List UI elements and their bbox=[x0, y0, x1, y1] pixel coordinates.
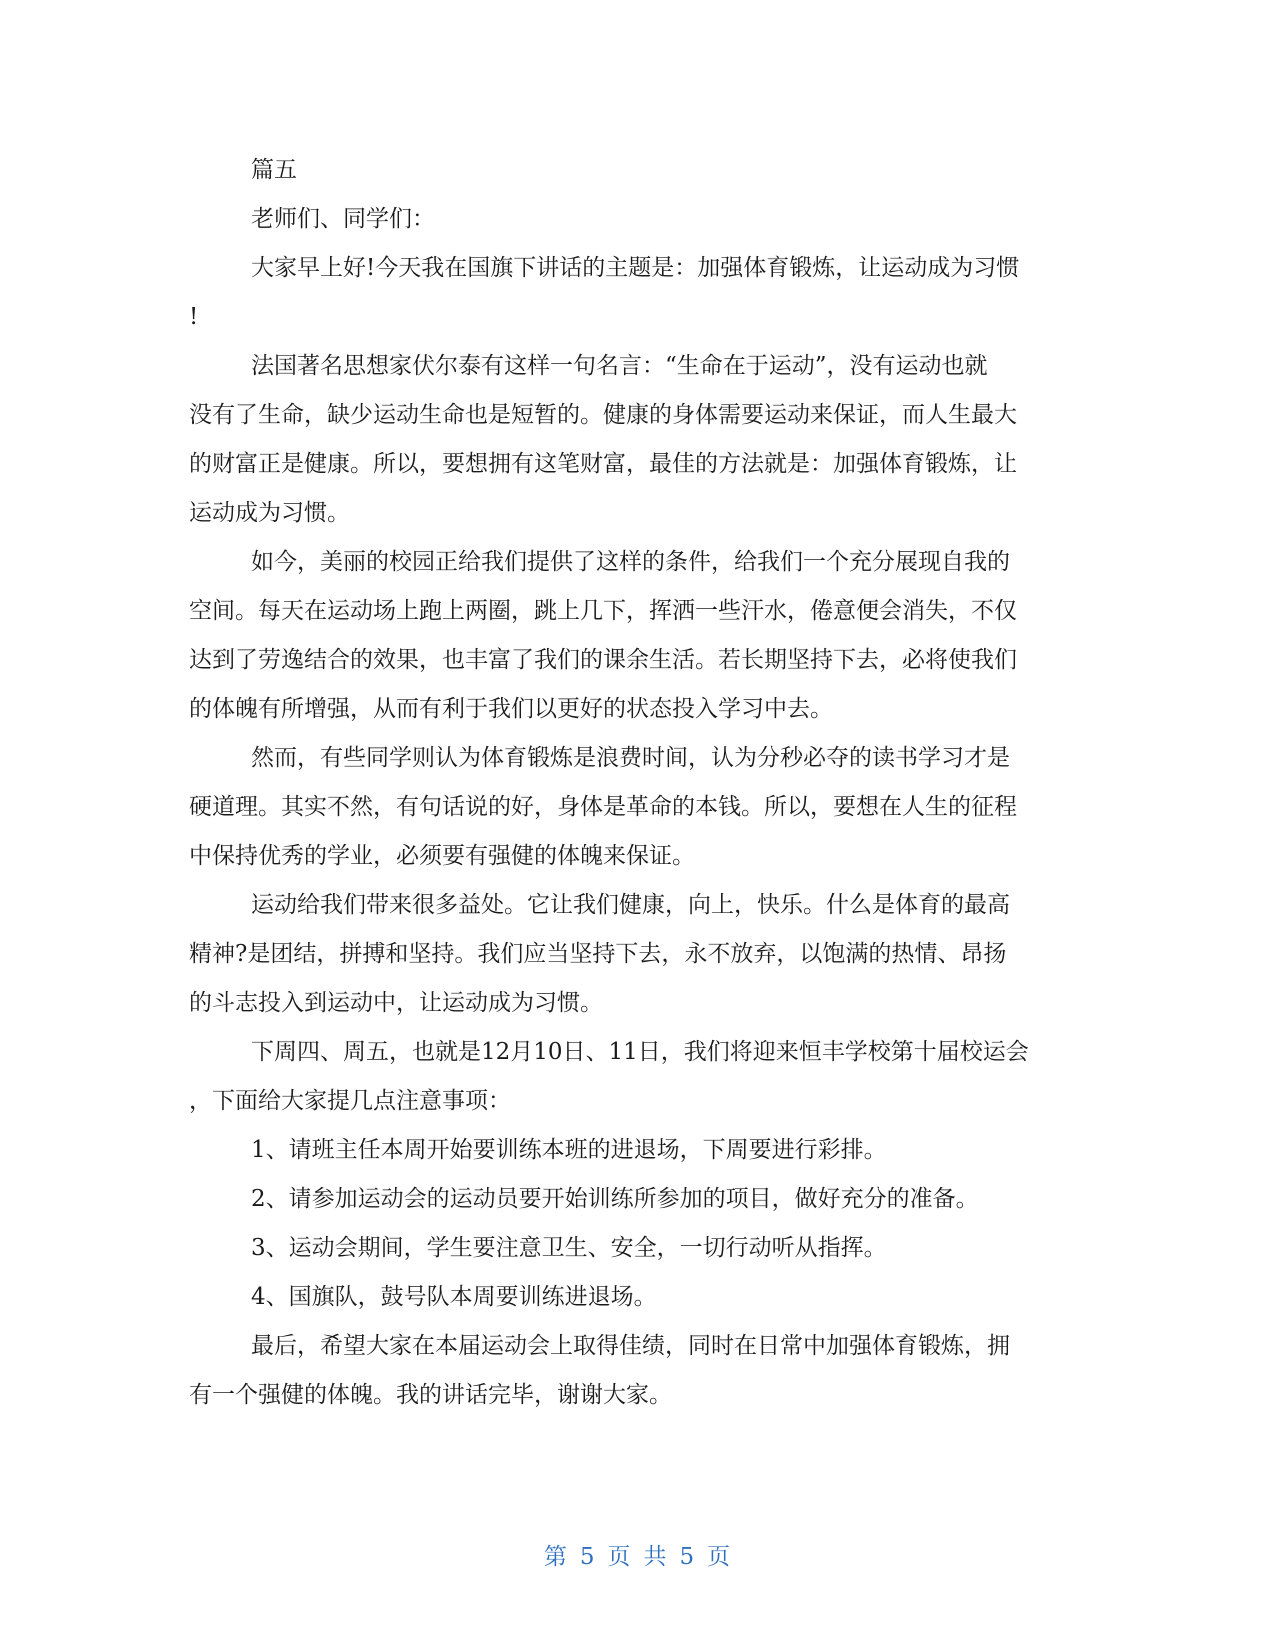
text-line: 法国著名思想家伏尔泰有这样一句名言：“生命在于运动”，没有运动也就 bbox=[251, 353, 988, 379]
text-line: 如今，美丽的校园正给我们提供了这样的条件，给我们一个充分展现自我的 bbox=[251, 549, 1010, 575]
text-line: 然而，有些同学则认为体育锻炼是浪费时间，认为分秒必夺的读书学习才是 bbox=[251, 745, 1010, 771]
text-line: 的体魄有所增强，从而有利于我们以更好的状态投入学习中去。 bbox=[189, 696, 833, 722]
text-line: 运动成为习惯。 bbox=[189, 500, 350, 526]
text-line: 的斗志投入到运动中，让运动成为习惯。 bbox=[189, 990, 603, 1016]
list-item: 3、运动会期间，学生要注意卫生、安全，一切行动听从指挥。 bbox=[251, 1235, 887, 1261]
text-line: 达到了劳逸结合的效果，也丰富了我们的课余生活。若长期坚持下去，必将使我们 bbox=[189, 647, 1017, 673]
list-item: 1、请班主任本周开始要训练本班的进退场，下周要进行彩排。 bbox=[251, 1137, 887, 1163]
text-line: 运动给我们带来很多益处。它让我们健康，向上，快乐。什么是体育的最高 bbox=[251, 892, 1010, 918]
document-body bbox=[189, 146, 1087, 1420]
text-line: 下周四、周五，也就是12月10日、11日，我们将迎来恒丰学校第十届校运会 bbox=[251, 1039, 1029, 1065]
text-line: 精神?是团结，拼搏和坚持。我们应当坚持下去，永不放弃，以饱满的热情、昂扬 bbox=[189, 941, 1007, 967]
text-line: 最后，希望大家在本届运动会上取得佳绩，同时在日常中加强体育锻炼，拥 bbox=[251, 1333, 1010, 1359]
text-line: ! bbox=[189, 304, 199, 330]
text-line: 空间。每天在运动场上跑上两圈，跳上几下，挥洒一些汗水，倦意便会消失，不仅 bbox=[189, 598, 1017, 624]
section-heading: 篇五 bbox=[251, 157, 297, 183]
list-item: 2、请参加运动会的运动员要开始训练所参加的项目，做好充分的准备。 bbox=[251, 1186, 979, 1212]
footer-prefix: 第 bbox=[543, 1544, 568, 1570]
text-line: 有一个强健的体魄。我的讲话完毕，谢谢大家。 bbox=[189, 1382, 672, 1408]
list-item: 4、国旗队，鼓号队本周要训练进退场。 bbox=[251, 1284, 657, 1310]
total-page-count: 5 bbox=[679, 1544, 696, 1570]
text-line: 没有了生命，缺少运动生命也是短暂的。健康的身体需要运动来保证，而人生最大 bbox=[189, 402, 1017, 428]
text-line: 中保持优秀的学业，必须要有强健的体魄来保证。 bbox=[189, 843, 695, 869]
text-line: 硬道理。其实不然，有句话说的好，身体是革命的本钱。所以，要想在人生的征程 bbox=[189, 794, 1017, 820]
current-page-number: 5 bbox=[579, 1544, 596, 1570]
footer-page-word: 页 bbox=[607, 1544, 632, 1570]
text-line: ，下面给大家提几点注意事项： bbox=[189, 1088, 511, 1114]
footer-total-prefix: 共 bbox=[643, 1544, 668, 1570]
text-line: 大家早上好!今天我在国旗下讲话的主题是：加强体育锻炼，让运动成为习惯 bbox=[251, 255, 1020, 281]
page-footer bbox=[0, 1538, 1275, 1571]
salutation: 老师们、同学们： bbox=[251, 206, 435, 232]
footer-suffix: 页 bbox=[707, 1544, 732, 1570]
text-line: 的财富正是健康。所以，要想拥有这笔财富，最佳的方法就是：加强体育锻炼，让 bbox=[189, 451, 1017, 477]
